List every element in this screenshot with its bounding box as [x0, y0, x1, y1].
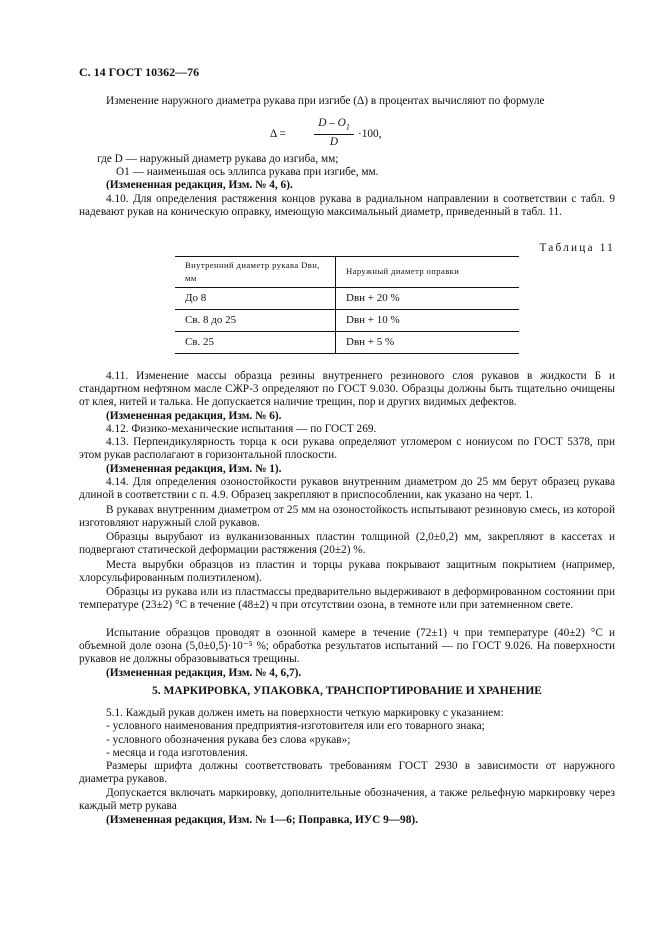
- table-cell: Dвн + 5 %: [336, 332, 520, 354]
- page-header: С. 14 ГОСТ 10362—76: [79, 65, 200, 79]
- paragraph-protection: Места вырубки образцов из пластин и торцы рукава покрывают защитным покрытием (например, хлорсульфированным полиэтиленом).: [79, 559, 615, 585]
- formula-fraction: [314, 117, 354, 149]
- section-5-title: 5. МАРКИРОВКА, УПАКОВКА, ТРАНСПОРТИРОВАНИЕ И ХРАНЕНИЕ: [152, 685, 542, 697]
- paragraph-5-1: 5.1. Каждый рукав должен иметь на поверхности четкую маркировку с указанием:: [106, 707, 504, 719]
- table-header-cell: Внутренний диаметр рукава Dвн, мм: [175, 257, 336, 288]
- formula: [270, 117, 450, 147]
- table-cell: До 8: [175, 288, 336, 310]
- paragraph-4-13: 4.13. Перпендикулярность торца к оси рукава определяют угломером с нониусом по ГОСТ 5378, при этом рукав располагают в горизонтальной плоскости.: [79, 436, 615, 462]
- revision-note: (Измененная редакция, Изм. № 6).: [106, 410, 282, 422]
- formula-numerator: D – $O_1$: [318, 117, 350, 132]
- paragraph-4-10: 4.10. Для определения растяжения концов рукава в радиальном направлении в соответствии с табл. 9 надевают рукав на коническую оправку, имеющую максимальный диаметр, приведенный в табл. 11.: [79, 193, 615, 219]
- paragraph-4-14: 4.14. Для определения озоностойкости рукавов внутренним диаметром до 25 мм берут образец рукава длиной в соответствии с п. 4.9. Образец закрепляют в приспособлении, как указано на черт. 1.: [79, 476, 615, 502]
- paragraph-conditioning: Образцы из рукава или из пластмассы предварительно выдерживают в деформированном состоянии при температуре (23±2) °С в течение (48±2) ч при отсутствии озона, в темноте или при затемненном свете.: [79, 586, 615, 612]
- paragraph-extra-marking: Допускается включать маркировку, дополнительные обозначения, а также рельефную маркировку через каждый метр рукава: [79, 787, 615, 813]
- paragraph-over-25: В рукавах внутренним диаметром от 25 мм на озоностойкость испытывают резиновую смесь, из которой изготовляют наружный слой рукавов.: [79, 504, 615, 530]
- list-item: - условного обозначения рукава без слова «рукав»;: [106, 734, 351, 746]
- paragraph-4-11: 4.11. Изменение массы образца резины внутреннего резинового слоя рукавов в жидкости Б и стандартном нефтяном масле СЖР-3 определяют по ГОСТ 9.030. Образцы должны быть тщательно очищены от клея, нитей и талька. Не допускается наличие трещин, пор и других видимых дефектов.: [79, 370, 615, 409]
- paragraph-ozone-test: Испытание образцов проводят в озонной камере в течение (72±1) ч при температуре (40±2) °С и объемной доле озона (5,0±0,5)·10⁻⁵ %; обработка результатов испытаний — по ГОСТ 9.026. На поверхности рукавов не должны образовываться трещины.: [79, 627, 615, 666]
- table-cell: Св. 8 до 25: [175, 310, 336, 332]
- paragraph-4-12: 4.12. Физико-механические испытания — по ГОСТ 269.: [106, 423, 377, 435]
- revision-note: (Измененная редакция, Изм. № 4, 6,7).: [106, 667, 302, 679]
- list-item: - условного наименования предприятия-изготовителя или его товарного знака;: [106, 720, 485, 732]
- formula-rhs: ·100,: [358, 128, 382, 140]
- table-header-cell: Наружный диаметр оправки: [336, 257, 520, 288]
- table-caption: Таблица 11: [539, 242, 615, 254]
- revision-note: (Измененная редакция, Изм. № 1).: [106, 463, 282, 475]
- fraction-bar: [314, 134, 354, 135]
- where-line-d: где D — наружный диаметр рукава до изгиба, мм;: [97, 153, 339, 165]
- table-row: [175, 310, 519, 332]
- intro-paragraph: Изменение наружного диаметра рукава при изгибе (Δ) в процентах вычисляют по формуле: [106, 95, 545, 107]
- table-row: [175, 288, 519, 310]
- where-line-o1: O1 — наименьшая ось эллипса рукава при изгибе, мм.: [116, 166, 379, 178]
- list-item: - месяца и года изготовления.: [106, 747, 248, 759]
- table-11: [175, 256, 519, 354]
- formula-lhs: Δ =: [270, 128, 286, 140]
- revision-note: (Измененная редакция, Изм. № 4, 6).: [106, 179, 293, 191]
- table-cell: Dвн + 10 %: [336, 310, 520, 332]
- table-cell: Св. 25: [175, 332, 336, 354]
- paragraph-samples-cut: Образцы вырубают из вулканизованных пластин толщиной (2,0±0,2) мм, закрепляют в кассетах и подвергают статической деформации растяжения (20±2) %.: [79, 531, 615, 557]
- table-cell: Dвн + 20 %: [336, 288, 520, 310]
- table-row: [175, 332, 519, 354]
- paragraph-font-size: Размеры шрифта должны соответствовать требованиям ГОСТ 2930 в зависимости от наружного диаметра рукавов.: [79, 760, 615, 786]
- table-header-row: [175, 257, 519, 288]
- formula-denominator: D: [329, 136, 339, 149]
- revision-note: (Измененная редакция, Изм. № 1—6; Поправка, ИУС 9—98).: [106, 814, 418, 826]
